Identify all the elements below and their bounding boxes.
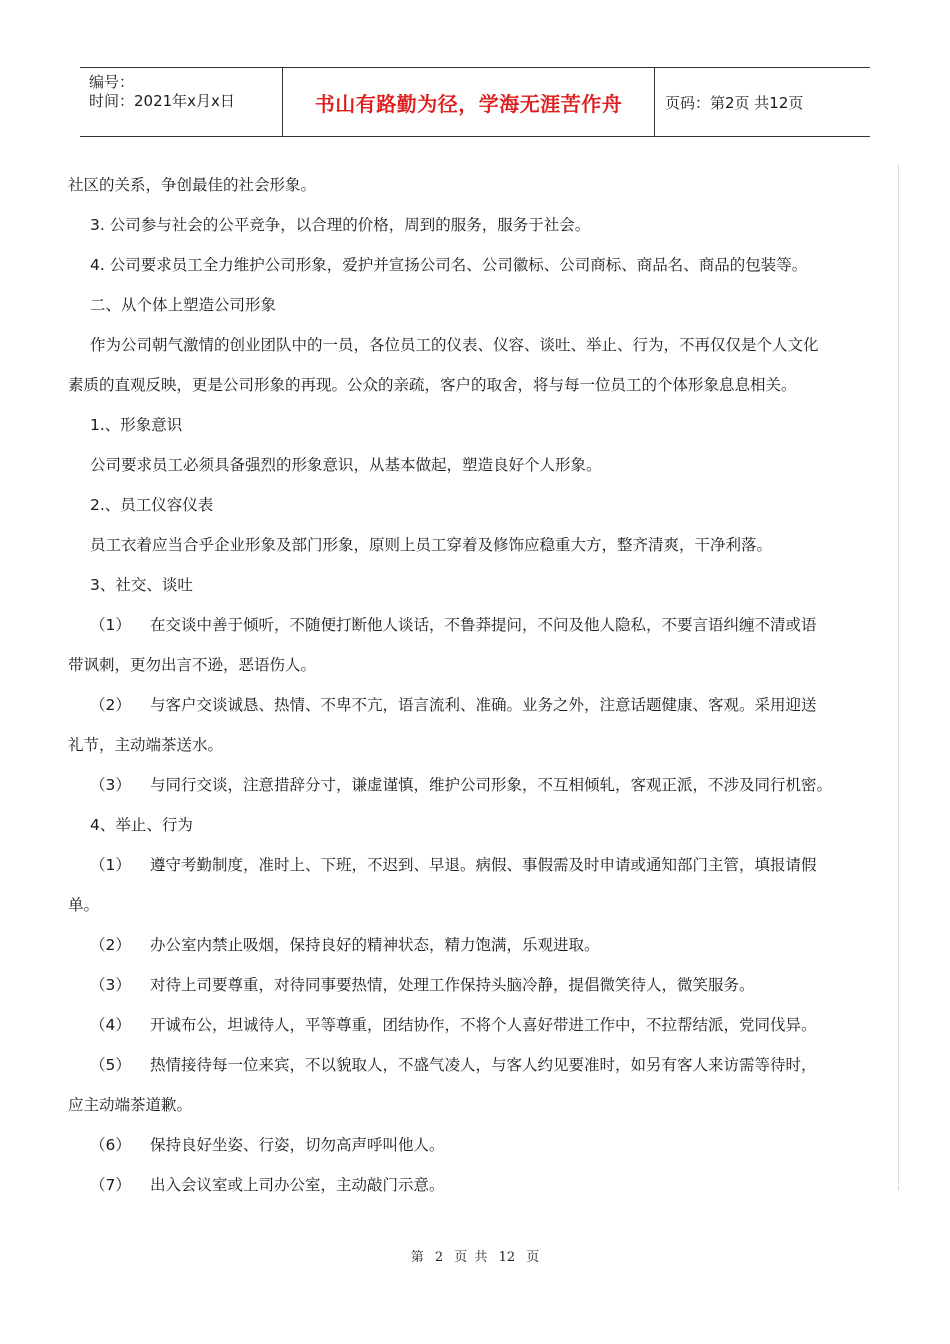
body-paragraph bbox=[68, 725, 883, 765]
list-item-number: （6） bbox=[90, 1136, 131, 1154]
body-paragraph bbox=[68, 1045, 883, 1085]
body-paragraph bbox=[68, 765, 883, 805]
body-paragraph bbox=[68, 1005, 883, 1045]
paragraph-text: 1.、形象意识 bbox=[90, 416, 183, 434]
list-item-number: （3） bbox=[90, 776, 131, 794]
paragraph-text: 开诚布公，坦诚待人，平等尊重，团结协作，不将个人喜好带进工作中，不拉帮结派，党同伐异。 bbox=[150, 1016, 817, 1034]
paragraph-text: 单。 bbox=[68, 896, 100, 914]
body-paragraph bbox=[68, 685, 883, 725]
body-paragraph bbox=[68, 605, 883, 645]
body-paragraph bbox=[68, 965, 883, 1005]
margin-rule bbox=[898, 165, 899, 1190]
body-paragraph bbox=[68, 245, 883, 285]
list-item-number: （1） bbox=[90, 856, 131, 874]
paragraph-text: 作为公司朝气激情的创业团队中的一员，各位员工的仪表、仪容、谈吐、举止、行为，不再仅仅是个人文化 bbox=[90, 336, 819, 354]
header-page-info: 页码：第2页 共12页 bbox=[665, 93, 804, 112]
document-body bbox=[68, 165, 883, 1205]
paragraph-text: 3. 公司参与社会的公平竞争，以合理的价格，周到的服务，服务于社会。 bbox=[90, 216, 591, 234]
body-paragraph bbox=[68, 645, 883, 685]
body-paragraph bbox=[68, 525, 883, 565]
paragraph-text: 在交谈中善于倾听，不随便打断他人谈话，不鲁莽提问，不问及他人隐私，不要言语纠缠不清或语 bbox=[150, 616, 817, 634]
footer-page-number: 2 bbox=[434, 1250, 444, 1265]
paragraph-text: 员工衣着应当合乎企业形象及部门形象，原则上员工穿着及修饰应稳重大方，整齐清爽，干净利落。 bbox=[90, 536, 773, 554]
footer-total-pages: 12 bbox=[498, 1250, 516, 1265]
paragraph-text: 二、从个体上塑造公司形象 bbox=[90, 296, 277, 314]
list-item-number: （5） bbox=[90, 1056, 131, 1074]
list-item-number: （7） bbox=[90, 1176, 131, 1194]
paragraph-text: 热情接待每一位来宾，不以貌取人，不盛气凌人，与客人约见要准时，如另有客人来访需等待时， bbox=[150, 1056, 817, 1074]
footer-prefix: 第 bbox=[410, 1250, 424, 1265]
body-paragraph bbox=[68, 1125, 883, 1165]
paragraph-text: 3、社交、谈吐 bbox=[90, 576, 193, 594]
paragraph-text: 社区的关系，争创最佳的社会形象。 bbox=[68, 176, 317, 194]
body-paragraph bbox=[68, 325, 883, 365]
paragraph-text: 应主动端茶道歉。 bbox=[68, 1096, 193, 1114]
body-paragraph bbox=[68, 405, 883, 445]
body-paragraph bbox=[68, 365, 883, 405]
paragraph-text: 礼节，主动端茶送水。 bbox=[68, 736, 224, 754]
paragraph-text: 带讽刺，更勿出言不逊，恶语伤人。 bbox=[68, 656, 317, 674]
body-paragraph bbox=[68, 885, 883, 925]
body-paragraph bbox=[68, 1165, 883, 1205]
paragraph-text: 出入会议室或上司办公室，主动敲门示意。 bbox=[150, 1176, 445, 1194]
paragraph-text: 素质的直观反映，更是公司形象的再现。公众的亲疏，客户的取舍，将与每一位员工的个体形象息息相关。 bbox=[68, 376, 797, 394]
paragraph-text: 办公室内禁止吸烟，保持良好的精神状态，精力饱满，乐观进取。 bbox=[150, 936, 600, 954]
body-paragraph bbox=[68, 805, 883, 845]
body-paragraph bbox=[68, 1085, 883, 1125]
body-paragraph bbox=[68, 205, 883, 245]
body-paragraph bbox=[68, 485, 883, 525]
document-header bbox=[80, 67, 870, 137]
paragraph-text: 与客户交谈诚恳、热情、不卑不亢，语言流利、准确。业务之外，注意话题健康、客观。采用迎送 bbox=[150, 696, 817, 714]
body-paragraph bbox=[68, 925, 883, 965]
list-item-number: （4） bbox=[90, 1016, 131, 1034]
list-item-number: （3） bbox=[90, 976, 131, 994]
body-paragraph bbox=[68, 445, 883, 485]
list-item-number: （2） bbox=[90, 936, 131, 954]
footer-suffix: 页 bbox=[526, 1250, 540, 1265]
footer-mid: 页 共 bbox=[454, 1250, 488, 1265]
body-paragraph bbox=[68, 845, 883, 885]
paragraph-text: 对待上司要尊重，对待同事要热情，处理工作保持头脑冷静，提倡微笑待人，微笑服务。 bbox=[150, 976, 755, 994]
paragraph-text: 保持良好坐姿、行姿，切勿高声呼叫他人。 bbox=[150, 1136, 445, 1154]
paragraph-text: 4. 公司要求员工全力维护公司形象，爱护并宣扬公司名、公司徽标、公司商标、商品名、商品的包装等。 bbox=[90, 256, 808, 274]
paragraph-text: 公司要求员工必须具备强烈的形象意识，从基本做起，塑造良好个人形象。 bbox=[90, 456, 602, 474]
list-item-number: （1） bbox=[90, 616, 131, 634]
paragraph-text: 与同行交谈，注意措辞分寸，谦虚谨慎，维护公司形象，不互相倾轧，客观正派，不涉及同行机密。 bbox=[150, 776, 833, 794]
document-number-label: 编号： bbox=[89, 73, 135, 91]
list-item-number: （2） bbox=[90, 696, 131, 714]
body-paragraph bbox=[68, 165, 883, 205]
paragraph-text: 4、举止、行为 bbox=[90, 816, 193, 834]
body-paragraph bbox=[68, 565, 883, 605]
page-footer bbox=[0, 1246, 950, 1265]
header-motto: 书山有路勤为径，学海无涯苦作舟 bbox=[282, 68, 655, 136]
paragraph-text: 遵守考勤制度，准时上、下班，不迟到、早退。病假、事假需及时申请或通知部门主管，填报请假 bbox=[150, 856, 817, 874]
paragraph-text: 2.、员工仪容仪表 bbox=[90, 496, 214, 514]
document-time-label: 时间：2021年x月x日 bbox=[89, 92, 235, 110]
header-meta bbox=[80, 68, 282, 136]
body-paragraph bbox=[68, 285, 883, 325]
